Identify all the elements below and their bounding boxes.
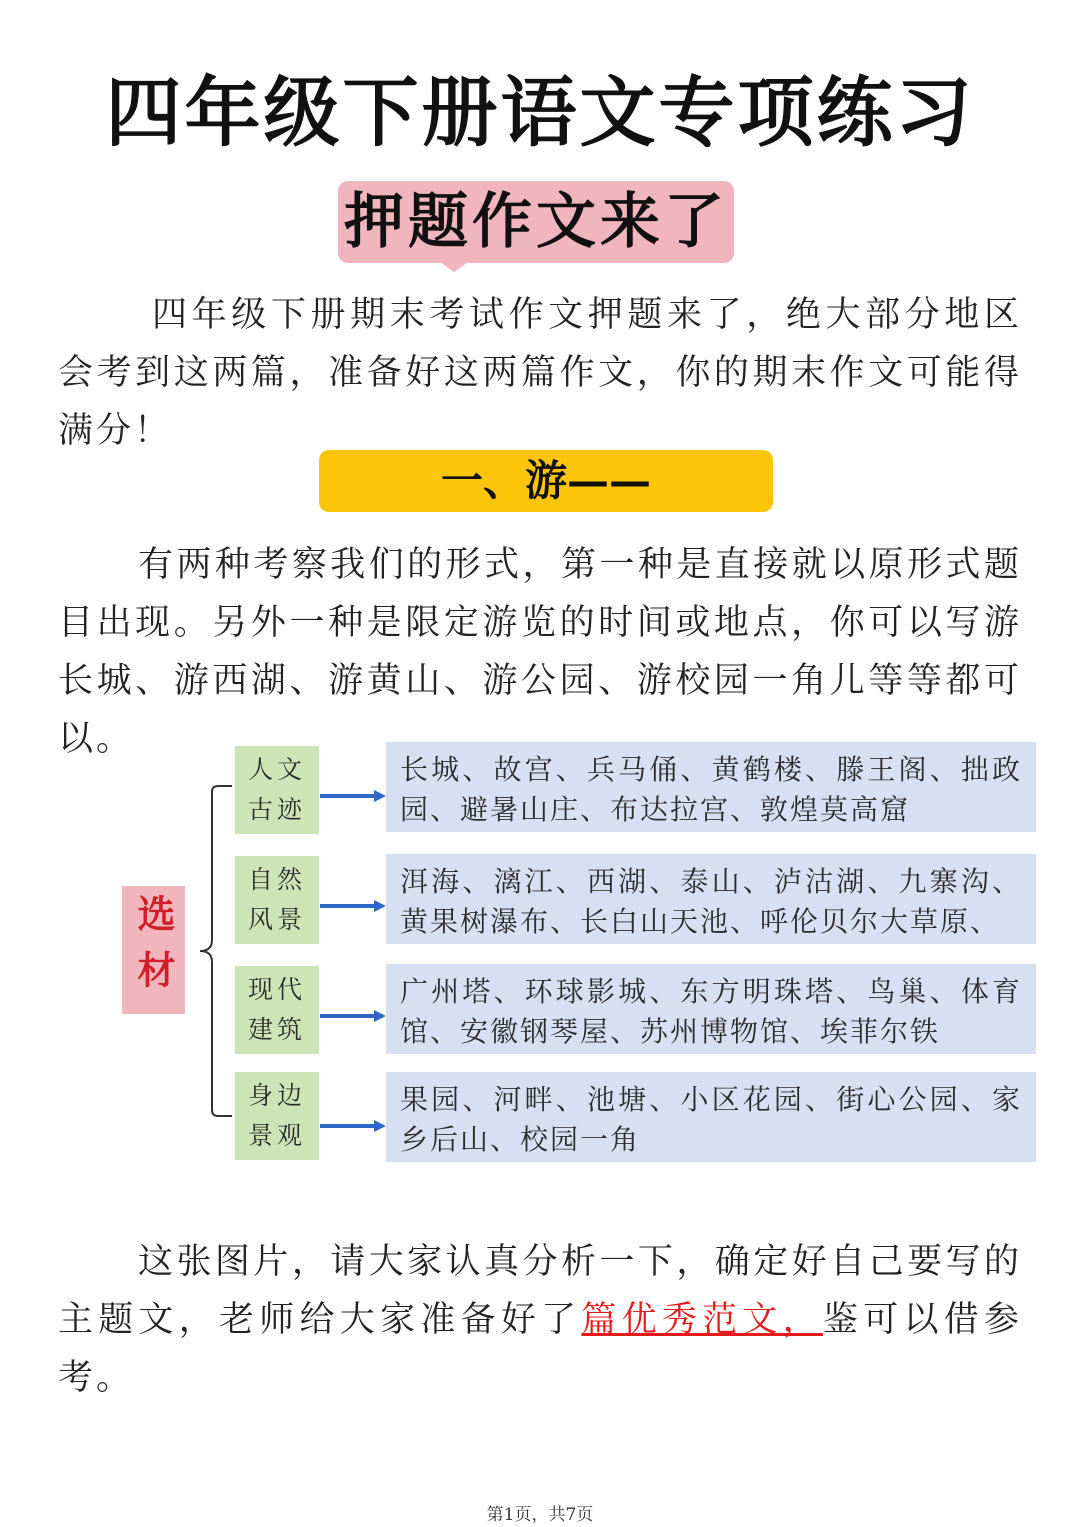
closing-paragraph [58, 1233, 1022, 1407]
items-box-nature: 洱海、漓江、西湖、泰山、泸沽湖、九寨沟、黄果树瀑布、长白山天池、呼伦贝尔大草原、 [386, 854, 1036, 944]
arrow-2 [320, 900, 386, 912]
arrow-3 [320, 1010, 386, 1022]
page-footer: 第1页，共7页 [486, 1505, 594, 1525]
arrow-4 [320, 1120, 386, 1132]
closing-text-before: 这张图片，请大家认真分析一下，确定好自己要写的主题文，老师给大家准备好了 [58, 1242, 1022, 1340]
category-label-line1: 身边 [247, 1081, 306, 1110]
subtitle-banner: 押题作文来了 [338, 181, 734, 263]
category-label-line2: 景观 [247, 1121, 306, 1150]
diagram-root-label: 选材 [122, 886, 185, 1014]
category-box-culture [235, 746, 319, 834]
category-box-nearby [235, 1072, 319, 1160]
essay-link[interactable]: 篇优秀范文， [581, 1300, 823, 1340]
arrow-1 [320, 790, 386, 802]
items-box-nearby: 果园、河畔、池塘、小区花园、街心公园、家乡后山、校园一角 [386, 1072, 1036, 1162]
category-box-nature [235, 856, 319, 944]
brace-line [200, 786, 232, 1116]
category-label-line2: 建筑 [247, 1015, 306, 1044]
intro-paragraph: 四年级下册期末考试作文押题来了，绝大部分地区会考到这两篇，准备好这两篇作文，你的期末作文可能得满分！ [58, 295, 1022, 451]
category-label-line2: 古迹 [247, 795, 306, 824]
category-label-line2: 风景 [247, 905, 306, 934]
section-heading: 一、游—— [319, 450, 773, 512]
category-label-line1: 自然 [247, 865, 306, 894]
items-box-modern: 广州塔、环球影城、东方明珠塔、鸟巢、体育馆、安徽钢琴屋、苏州博物馆、埃菲尔铁 [386, 964, 1036, 1054]
category-label-line1: 现代 [247, 975, 306, 1004]
category-label-line1: 人文 [247, 755, 306, 784]
closing-text-after: 鉴可以借参考。 [58, 1300, 1022, 1398]
items-box-culture: 长城、故宫、兵马俑、黄鹤楼、滕王阁、拙政园、避暑山庄、布达拉宫、敦煌莫高窟 [386, 742, 1036, 832]
section-body-paragraph: 有两种考察我们的形式，第一种是直接就以原形式题目出现。另外一种是限定游览的时间或地点，你可以写游长城、游西湖、游黄山、游公园、游校园一角儿等等都可以。 [58, 545, 1022, 759]
category-box-modern [235, 966, 319, 1054]
page-title: 四年级下册语文专项练习 [105, 68, 975, 157]
